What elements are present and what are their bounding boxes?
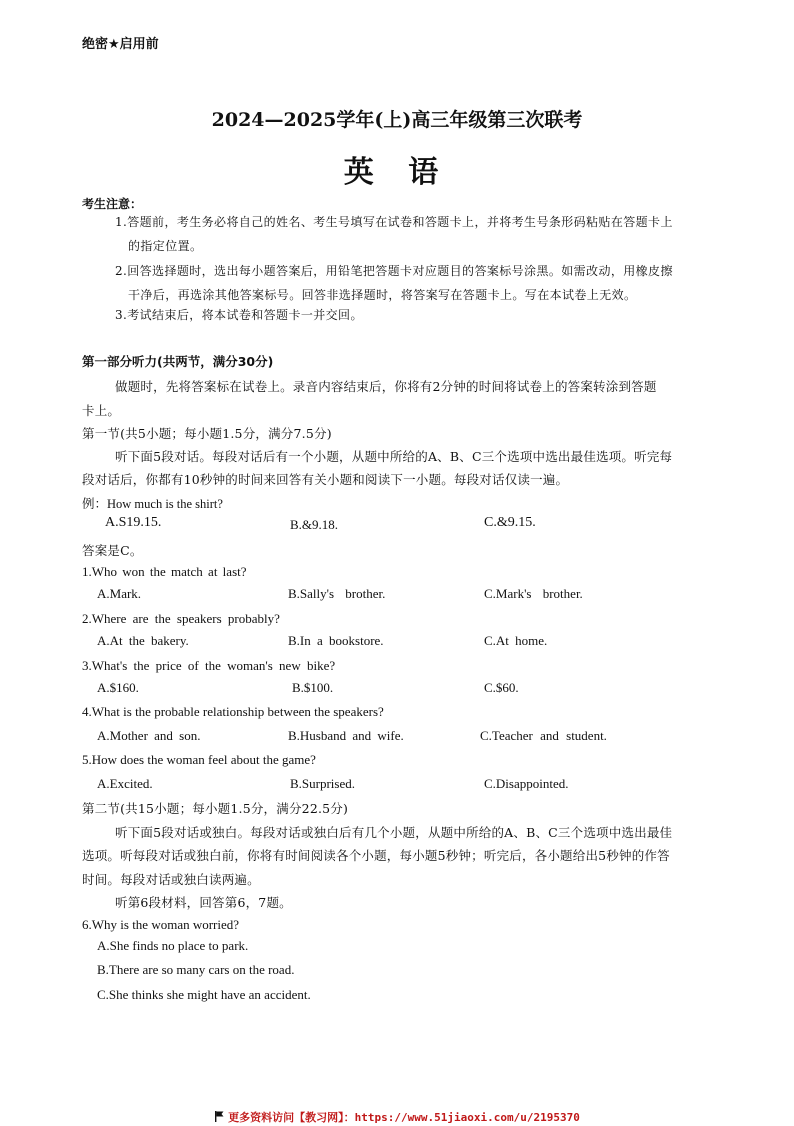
q3-option-b: B.$100. [292,680,334,695]
q3-option-c: C.$60. [484,680,519,695]
q6-option-a: A.She finds no place to park. [97,938,249,953]
part1-intro: 做题时，先将答案标在试卷上。录音内容结束后，你将有2分钟的时间将试卷上的答案转涂到答题 [115,379,657,394]
example-option-c: C.&9.15. [484,515,536,530]
notice-heading: 考生注意： [82,197,143,211]
q6-option-b: B.There are so many cars on the road. [97,962,295,977]
question-1: 1.Who won the match at last? [82,564,247,579]
material-note: 听第6段材料，回答第6，7题。 [115,895,292,910]
part1-intro-cont: 卡上。 [82,403,121,418]
section1-instructions-cont: 段对话后，你都有10秒钟的时间来回答有关小题和阅读下一小题。每段对话仅读一遍。 [82,472,569,487]
question-6: 6.Why is the woman worried? [82,917,240,932]
q2-option-b: B.In a bookstore. [288,633,384,648]
example-question: 例：How much is the shirt? [82,497,223,511]
q3-option-a: A.$160. [97,680,139,695]
footer [0,1106,794,1126]
question-2: 2.Where are the speakers probably? [82,611,280,626]
q4-option-c: C.Teacher and student. [480,728,607,743]
q4-option-b: B.Husband and wife. [288,728,404,743]
secret-label: 绝密★启用前 [82,37,159,52]
notice-item: 2.回答选择题时，选出每小题答案后，用铅笔把答题卡对应题目的答案标号涂黑。如需改动，用橡皮擦 [115,264,673,278]
section2-instructions: 听下面5段对话或独白。每段对话或独白后有几个小题，从题中所给的A、B、C三个选项中选出最佳 [115,825,673,840]
q5-option-a: A.Excited. [97,776,153,791]
section2-instructions-cont: 选项。听每段对话或独白前，你将有时间阅读各个小题，每小题5秒钟；听完后，各小题给出5秒钟的作答 [82,848,670,863]
subject-title: 英 语 [343,155,451,190]
example-option-b: B.&9.18. [290,517,339,532]
q6-option-c: C.She thinks she might have an accident. [97,987,311,1002]
question-5: 5.How does the woman feel about the game? [82,752,316,767]
section2-heading: 第二节(共15小题；每小题1.5分，满分22.5分) [82,801,349,816]
q5-option-b: B.Surprised. [290,776,355,791]
footer-link[interactable]: 更多资料访问【教习网】：https://www.51jiaoxi.com/u/2195370 [228,1111,580,1124]
section1-instructions: 听下面5段对话。每段对话后有一个小题，从题中所给的A、B、C三个选项中选出最佳选项。听完每 [115,449,673,464]
q1-option-b: B.Sally's brother. [288,586,386,601]
q2-option-c: C.At home. [484,633,548,648]
part1-heading: 第一部分听力(共两节，满分30分) [82,354,274,369]
notice-item: 干净后，再选涂其他答案标号。回答非选择题时，将答案写在答题卡上。写在本试卷上无效。 [128,288,637,302]
notice-item: 1.答题前，考生务必将自己的姓名、考生号填写在试卷和答题卡上，并将考生号条形码粘贴在答题卡上 [115,215,673,229]
q1-option-c: C.Mark's brother. [484,586,583,601]
q4-option-a: A.Mother and son. [97,728,201,743]
question-4: 4.What is the probable relationship between the speakers? [82,704,384,719]
flag-icon [214,1107,224,1126]
section1-heading: 第一节(共5小题；每小题1.5分，满分7.5分) [82,426,332,441]
notice-item: 的指定位置。 [128,239,203,253]
question-3: 3.What's the price of the woman's new bike? [82,658,336,673]
example-option-a: A.S19.15. [105,515,162,530]
q5-option-c: C.Disappointed. [484,776,569,791]
exam-title: 2024—2025学年(上)高三年级第三次联考 [211,109,583,131]
notice-item: 3.考试结束后，将本试卷和答题卡一并交回。 [115,308,363,322]
q1-option-a: A.Mark. [97,586,142,601]
q2-option-a: A.At the bakery. [97,633,189,648]
example-answer: 答案是C。 [82,543,143,558]
section2-instructions-cont2: 时间。每段对话或独白读两遍。 [82,872,260,887]
